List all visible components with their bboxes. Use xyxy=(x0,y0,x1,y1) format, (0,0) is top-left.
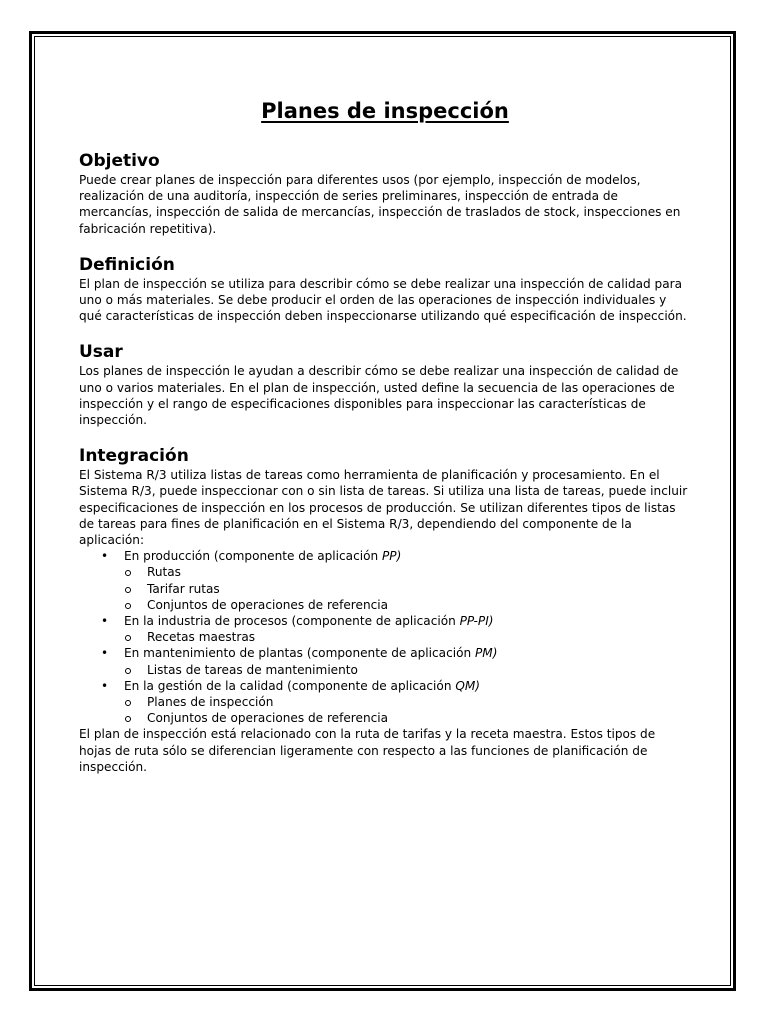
document-title: Planes de inspección xyxy=(261,99,509,123)
bullet-icon: • xyxy=(101,678,109,693)
sub-list-item-label: Planes de inspección xyxy=(147,695,274,710)
list-item xyxy=(79,678,691,727)
bullet-icon: • xyxy=(101,549,109,564)
sub-list-item xyxy=(124,662,691,678)
component-code: PP) xyxy=(382,549,402,564)
bullet-icon: • xyxy=(101,614,109,629)
sub-list-item-label: Conjuntos de operaciones de referencia xyxy=(147,711,389,726)
list-item xyxy=(79,645,691,677)
circle-bullet-icon xyxy=(125,668,131,674)
section-heading-definicion: Definición xyxy=(79,254,175,275)
circle-bullet-icon xyxy=(125,587,131,593)
sub-list-item-label: Conjuntos de operaciones de referencia xyxy=(147,597,389,612)
bullet-icon: • xyxy=(101,646,109,661)
circle-bullet-icon xyxy=(125,603,131,609)
sub-list xyxy=(124,629,691,645)
section-intro-integracion: El Sistema R/3 utiliza listas de tareas como herramienta de planificación y procesamiento. En el Sistema R/3, puede inspeccionar con o sin lista de tareas. Si utiliza una lista de tareas, puede incluir especificaciones de inspección en los procesos de producción. Se utilizan diferentes tipos de listas de tareas para fines de planificación en el Sistema R/3, dependiendo del componente de la aplicación: xyxy=(79,468,688,548)
list-item xyxy=(79,613,691,645)
sub-list-item xyxy=(124,564,691,580)
sub-list-item xyxy=(124,581,691,597)
document-body xyxy=(79,97,691,792)
sub-list xyxy=(124,662,691,678)
section-usar xyxy=(79,341,691,428)
list-item-label: En mantenimiento de plantas (componente de aplicación xyxy=(124,646,475,661)
section-text-definicion: El plan de inspección se utiliza para describir cómo se debe realizar una inspección de calidad para uno o más materiales. Se debe producir el orden de las operaciones de inspección individuales y qué características de inspección deben inspeccionarse utilizando qué especificación de inspección. xyxy=(79,276,687,324)
sub-list-item xyxy=(124,710,691,726)
section-heading-integracion: Integración xyxy=(79,446,189,467)
sub-list-item-label: Tarifar rutas xyxy=(147,581,220,596)
sub-list-item xyxy=(124,694,691,710)
sub-list-item-label: Listas de tareas de mantenimiento xyxy=(147,662,358,677)
sub-list-item-label: Rutas xyxy=(147,565,181,580)
list-item-label: En la industria de procesos (componente de aplicación xyxy=(124,614,460,629)
section-text-usar: Los planes de inspección le ayudan a describir cómo se debe realizar una inspección de calidad de uno o varios materiales. En el plan de inspección, usted define la secuencia de las operaciones de inspección y el rango de especificaciones disponibles para inspeccionar las características de inspección. xyxy=(79,364,679,428)
section-text-objetivo: Puede crear planes de inspección para diferentes usos (por ejemplo, inspección de modelos, realización de una auditoría, inspección de series preliminares, inspección de entrada de mercancías, inspección de salida de mercancías, inspección de traslados de stock, inspecciones en fabricación repetitiva). xyxy=(79,173,681,236)
component-code: PM) xyxy=(475,646,498,661)
list-item-label: En la gestión de la calidad (componente de aplicación xyxy=(124,678,456,693)
circle-bullet-icon xyxy=(125,570,131,576)
section-definicion xyxy=(79,254,691,325)
list-item xyxy=(79,548,691,613)
section-heading-usar: Usar xyxy=(79,342,123,363)
list-item-label: En producción (componente de aplicación xyxy=(124,549,383,564)
sub-list xyxy=(124,564,691,613)
section-integracion xyxy=(79,445,691,775)
component-code: QM) xyxy=(455,678,480,693)
section-objetivo xyxy=(79,150,691,237)
circle-bullet-icon xyxy=(125,700,131,706)
sub-list xyxy=(124,694,691,726)
circle-bullet-icon xyxy=(125,716,131,722)
section-closing-integracion: El plan de inspección está relacionado con la ruta de tarifas y la receta maestra. Estos tipos de hojas de ruta sólo se diferencian ligeramente con respecto a las funciones de planificación de inspección. xyxy=(79,727,656,774)
application-component-list xyxy=(79,548,691,726)
component-code: PP-PI) xyxy=(459,614,494,629)
sub-list-item-label: Recetas maestras xyxy=(147,630,256,645)
section-heading-objetivo: Objetivo xyxy=(79,151,160,171)
sub-list-item xyxy=(124,597,691,613)
circle-bullet-icon xyxy=(125,635,131,641)
sub-list-item xyxy=(124,629,691,645)
